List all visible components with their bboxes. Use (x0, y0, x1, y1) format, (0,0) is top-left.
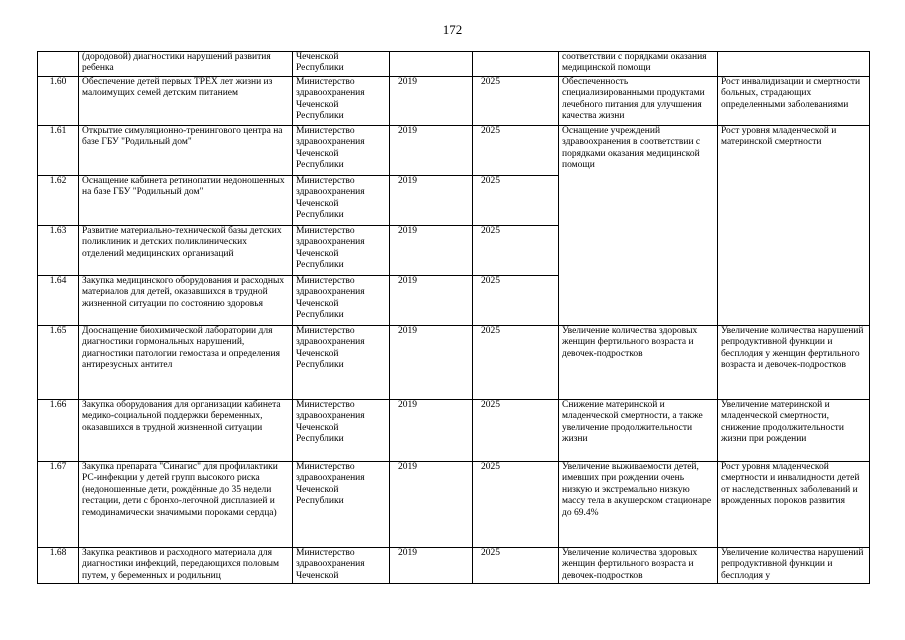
consequence: Рост уровня младенческой и материнской смертности (718, 126, 870, 326)
measures-table (37, 51, 870, 584)
table-row (38, 400, 870, 462)
row-number: 1.63 (38, 226, 79, 276)
consequence: Рост уровня младенческой смертности и инвалидности детей от наследственных заболеваний и врожденных пороков развития (718, 462, 870, 548)
start-year: 2019 (390, 276, 473, 326)
start-year: 2019 (390, 126, 473, 176)
executor: Министерство здравоохранения Чеченской (293, 548, 390, 584)
executor: Министерство здравоохранения Чеченской Республики (293, 400, 390, 462)
row-number (38, 52, 79, 77)
start-year: 2019 (390, 326, 473, 400)
end-year: 2025 (473, 176, 559, 226)
row-number: 1.62 (38, 176, 79, 226)
table-row (38, 548, 870, 584)
consequence: Увеличение количества нарушений репродуктивной функции и бесплодия у женщин фертильного возраста и девочек-подростков (718, 326, 870, 400)
measure-name: Открытие симуляционно-тренингового центра на базе ГБУ "Родильный дом" (79, 126, 293, 176)
end-year: 2025 (473, 77, 559, 126)
measure-name: Закупка препарата "Синагис" для профилактики РС-инфекции у детей групп высокого риска (недоношенные дети, рождённые до 35 недели гестации, дети с бронхо-легочной дисплазией и гемодинамически значимыми пороками сердца) (79, 462, 293, 548)
measure-name: Развитие материально-технической базы детских поликлиник и детских поликлинических отделений медицинских организаций (79, 226, 293, 276)
measure-name: Оснащение кабинета ретинопатии недоношенных на базе ГБУ "Родильный дом" (79, 176, 293, 226)
consequence: Увеличение материнской и младенческой смертности, снижение продолжительности жизни при рождении (718, 400, 870, 462)
measure-name: Обеспечение детей первых ТРЕХ лет жизни из малоимущих семей детским питанием (79, 77, 293, 126)
start-year: 2019 (390, 462, 473, 548)
measure-name: Закупка реактивов и расходного материала для диагностики инфекций, передающихся половым путем, у беременных и родильниц (79, 548, 293, 584)
measure-name: Закупка медицинского оборудования и расходных материалов для детей, оказавшихся в трудной жизненной ситуации по состоянию здоровья (79, 276, 293, 326)
consequence: Рост инвалидизации и смертности больных, страдающих определенными заболеваниями (718, 77, 870, 126)
row-number: 1.68 (38, 548, 79, 584)
start-year: 2019 (390, 400, 473, 462)
expected-result: Увеличение выживаемости детей, имевших при рождении очень низкую и экстремально низкую массу тела в акушерском стационаре до 69.4% (559, 462, 718, 548)
measure-name: Закупка оборудования для организации кабинета медико-социальной поддержки беременных, оказавшихся в трудной жизненной ситуации (79, 400, 293, 462)
end-year: 2025 (473, 226, 559, 276)
executor: Министерство здравоохранения Чеченской Республики (293, 77, 390, 126)
executor: Министерство здравоохранения Чеченской Республики (293, 176, 390, 226)
start-year: 2019 (390, 176, 473, 226)
row-number: 1.61 (38, 126, 79, 176)
table-row (38, 126, 870, 176)
end-year (473, 52, 559, 77)
executor: Министерство здравоохранения Чеченской Республики (293, 462, 390, 548)
start-year (390, 52, 473, 77)
executor: Министерство здравоохранения Чеченской Республики (293, 126, 390, 176)
table-row (38, 52, 870, 77)
end-year: 2025 (473, 126, 559, 176)
start-year: 2019 (390, 548, 473, 584)
expected-result: Увеличение количества здоровых женщин фертильного возраста и девочек-подростков (559, 326, 718, 400)
page-number: 172 (442, 22, 463, 37)
measure-name: (дородовой) диагностики нарушений развития ребенка (79, 52, 293, 77)
start-year: 2019 (390, 77, 473, 126)
row-number: 1.64 (38, 276, 79, 326)
table-row (38, 326, 870, 400)
expected-result: Увеличение количества здоровых женщин фертильного возраста и девочек-подростков (559, 548, 718, 584)
table-row (38, 462, 870, 548)
expected-result: Снижение материнской и младенческой смертности, а также увеличение продолжительности жизни (559, 400, 718, 462)
executor: Министерство здравоохранения Чеченской Республики (293, 226, 390, 276)
row-number: 1.60 (38, 77, 79, 126)
consequence (718, 52, 870, 77)
start-year: 2019 (390, 226, 473, 276)
executor: Министерство здравоохранения Чеченской Республики (293, 276, 390, 326)
executor: Чеченской Республики (293, 52, 390, 77)
expected-result: соответствии с порядками оказания медицинской помощи (559, 52, 718, 77)
expected-result: Оснащение учреждений здравоохранения в соответствии с порядками оказания медицинской помощи (559, 126, 718, 326)
row-number: 1.66 (38, 400, 79, 462)
measure-name: Дооснащение биохимической лаборатории для диагностики гормональных нарушений, диагностики патологии гемостаза и определения антирезусных антител (79, 326, 293, 400)
table-row (38, 77, 870, 126)
end-year: 2025 (473, 462, 559, 548)
end-year: 2025 (473, 400, 559, 462)
end-year: 2025 (473, 548, 559, 584)
executor: Министерство здравоохранения Чеченской Республики (293, 326, 390, 400)
row-number: 1.67 (38, 462, 79, 548)
row-number: 1.65 (38, 326, 79, 400)
end-year: 2025 (473, 326, 559, 400)
end-year: 2025 (473, 276, 559, 326)
consequence: Увеличение количества нарушений репродуктивной функции и бесплодия у (718, 548, 870, 584)
expected-result: Обеспеченность специализированными продуктами лечебного питания для улучшения качества жизни (559, 77, 718, 126)
